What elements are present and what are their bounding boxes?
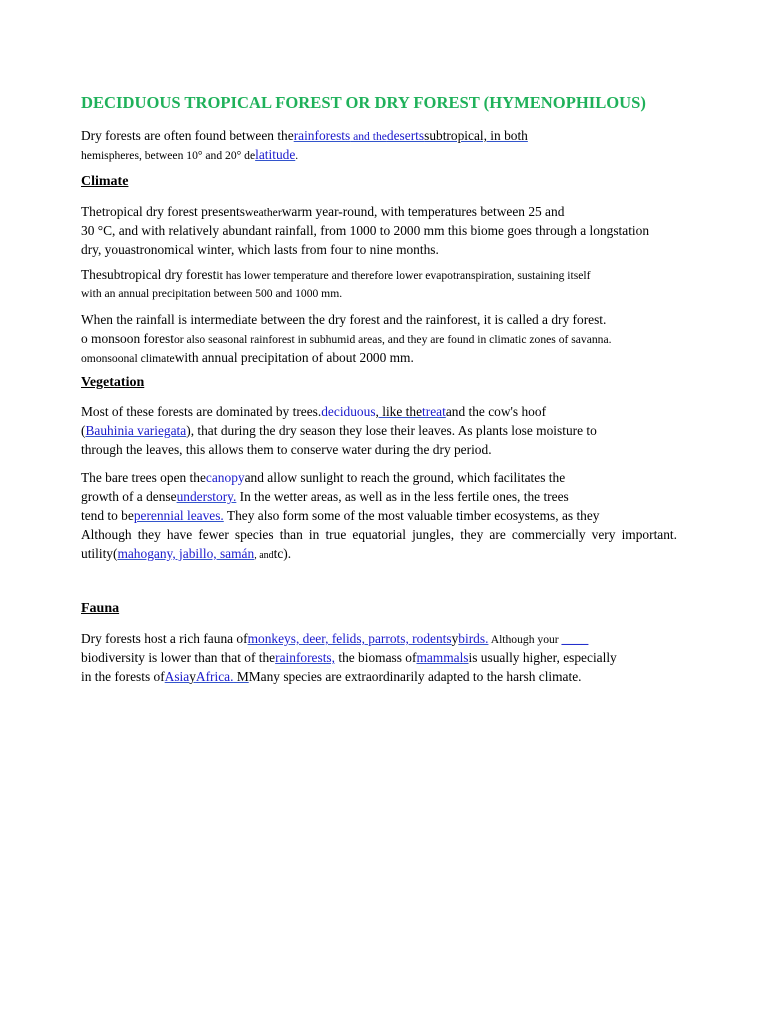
text-run: y xyxy=(451,631,459,646)
climate-paragraph-3 xyxy=(81,310,677,367)
fauna-paragraph-1 xyxy=(81,629,677,686)
text-run: y xyxy=(189,669,196,684)
document-title: DECIDUOUS TROPICAL FOREST OR DRY FOREST (HYMENOPHILOUS) xyxy=(81,93,646,112)
link-deciduous[interactable]: deciduous xyxy=(321,404,376,419)
text-run: ), that during the dry season they lose their leaves. As plants lose moisture to xyxy=(186,423,597,438)
text-run: Thesubtropical dry forest xyxy=(81,267,217,282)
text-run: tropical dry forest presents xyxy=(101,204,245,219)
text-run: is usually higher, especially xyxy=(468,650,617,665)
fauna-heading: Fauna xyxy=(81,601,120,616)
link-understory[interactable]: understory. xyxy=(176,489,237,504)
text-run: Many species are extraordinarily adapted to the harsh climate. xyxy=(248,669,582,684)
vegetation-p1-line-1 xyxy=(81,402,677,421)
fauna-p1-line-2 xyxy=(81,648,677,667)
text-run: subtropical, in both xyxy=(424,128,528,143)
link-rainforests[interactable]: rainforests xyxy=(293,128,351,143)
link-mammals[interactable]: mammals xyxy=(416,650,469,665)
text-run: omonsoonal climate xyxy=(81,352,175,365)
vegetation-p2-line-3 xyxy=(81,506,677,525)
link-deserts[interactable]: deserts xyxy=(386,128,425,143)
text-run: warm year-round, with temperatures between 25 and xyxy=(281,204,565,219)
text-run: it has lower temperature and therefore lower evapotranspiration, sustaining itself xyxy=(216,269,591,282)
link-treat[interactable]: treat xyxy=(422,404,446,419)
climate-p1-line-2: 30 °C, and with relatively abundant rainfall, from 1000 to 2000 mm this biome goes through a longstation xyxy=(81,223,650,238)
text-run: hemispheres, between 10° and 20° de xyxy=(81,149,256,162)
vegetation-heading: Vegetation xyxy=(81,375,145,390)
climate-heading: Climate xyxy=(81,174,129,189)
link-animals[interactable]: monkeys, deer, felids, parrots, rodents xyxy=(247,631,452,646)
climate-p3-line-1: When the rainfall is intermediate between the dry forest and the rainforest, it is called a dry forest. xyxy=(81,312,607,327)
vegetation-paragraph-1 xyxy=(81,402,677,459)
text-run: the biomass of xyxy=(335,650,417,665)
climate-paragraph-2 xyxy=(81,265,677,303)
vegetation-paragraph-2 xyxy=(81,468,677,563)
vegetation-p1-line-2 xyxy=(81,421,677,440)
text-run: tc). xyxy=(273,546,292,561)
intro-line-1 xyxy=(81,126,677,145)
vegetation-p2-line-1 xyxy=(81,468,677,487)
intro-line-2 xyxy=(81,145,677,164)
text-run: ( xyxy=(81,423,86,438)
link-africa[interactable]: Africa. xyxy=(195,669,234,684)
fauna-p1-line-1 xyxy=(81,629,677,648)
climate-p3-line-3 xyxy=(81,348,677,367)
text-run: Although your xyxy=(488,633,562,646)
text-run: , like the xyxy=(375,404,423,419)
vegetation-p2-line-5 xyxy=(81,544,677,563)
text-run: and allow sunlight to reach the ground, which facilitates the xyxy=(244,470,566,485)
link-blank[interactable]: ____ xyxy=(561,631,589,646)
text-run: and the cow's hoof xyxy=(445,404,547,419)
climate-p2-line-1 xyxy=(81,265,677,284)
text-run: M xyxy=(233,669,249,684)
vegetation-p2-line-4: Although they have fewer species than in true equatorial jungles, they are commercially very important. xyxy=(81,527,677,542)
climate-p1-line-1 xyxy=(81,202,677,221)
text-run: and the xyxy=(350,130,387,143)
vegetation-p2-line-2 xyxy=(81,487,677,506)
intro-paragraph xyxy=(81,126,677,164)
link-bauhinia-variegata[interactable]: Bauhinia variegata xyxy=(85,423,187,438)
link-asia[interactable]: Asia xyxy=(164,669,190,684)
text-run: growth of a dense xyxy=(81,489,177,504)
text-run: . xyxy=(295,149,299,162)
link-rainforests-2[interactable]: rainforests, xyxy=(275,650,335,665)
text-run: weather xyxy=(245,206,282,219)
text-run: in the forests of xyxy=(81,669,165,684)
text-run: Most of these forests are dominated by trees. xyxy=(81,404,322,419)
climate-p1-line-3: dry, youastronomical winter, which lasts from four to nine months. xyxy=(81,242,439,257)
climate-paragraph-1 xyxy=(81,202,677,259)
vegetation-p1-line-3: through the leaves, this allows them to conserve water during the dry period. xyxy=(81,442,492,457)
text-run: Dry forests are often found between the xyxy=(81,128,294,143)
climate-p3-line-2 xyxy=(81,329,677,348)
text-run: The xyxy=(81,204,102,219)
text-run: with annual precipitation of about 2000 mm. xyxy=(174,350,414,365)
climate-p2-line-2: with an annual precipitation between 500 and 1000 mm. xyxy=(81,287,343,300)
link-birds[interactable]: birds. xyxy=(458,631,489,646)
text-run: biodiversity is lower than that of the xyxy=(81,650,276,665)
fauna-p1-line-3 xyxy=(81,667,677,686)
link-perennial-leaves[interactable]: perennial leaves. xyxy=(133,508,224,523)
text-run: or also seasonal rainforest in subhumid areas, and they are found in climatic zones of savanna. xyxy=(173,333,612,346)
link-mahogany-jabillo-saman[interactable]: mahogany, jabillo, samán xyxy=(117,546,255,561)
link-canopy[interactable]: canopy xyxy=(205,470,245,485)
link-latitude[interactable]: latitude xyxy=(255,147,296,162)
text-run: Dry forests host a rich fauna of xyxy=(81,631,248,646)
text-run: They also form some of the most valuable timber ecosystems, as they xyxy=(223,508,600,523)
text-run: In the wetter areas, as well as in the less fertile ones, the trees xyxy=(236,489,569,504)
text-run: utility( xyxy=(81,546,118,561)
text-run: tend to be xyxy=(81,508,134,523)
text-run: o monsoon forest xyxy=(81,331,174,346)
text-run: The bare trees open the xyxy=(81,470,206,485)
text-run: , and xyxy=(254,550,274,561)
